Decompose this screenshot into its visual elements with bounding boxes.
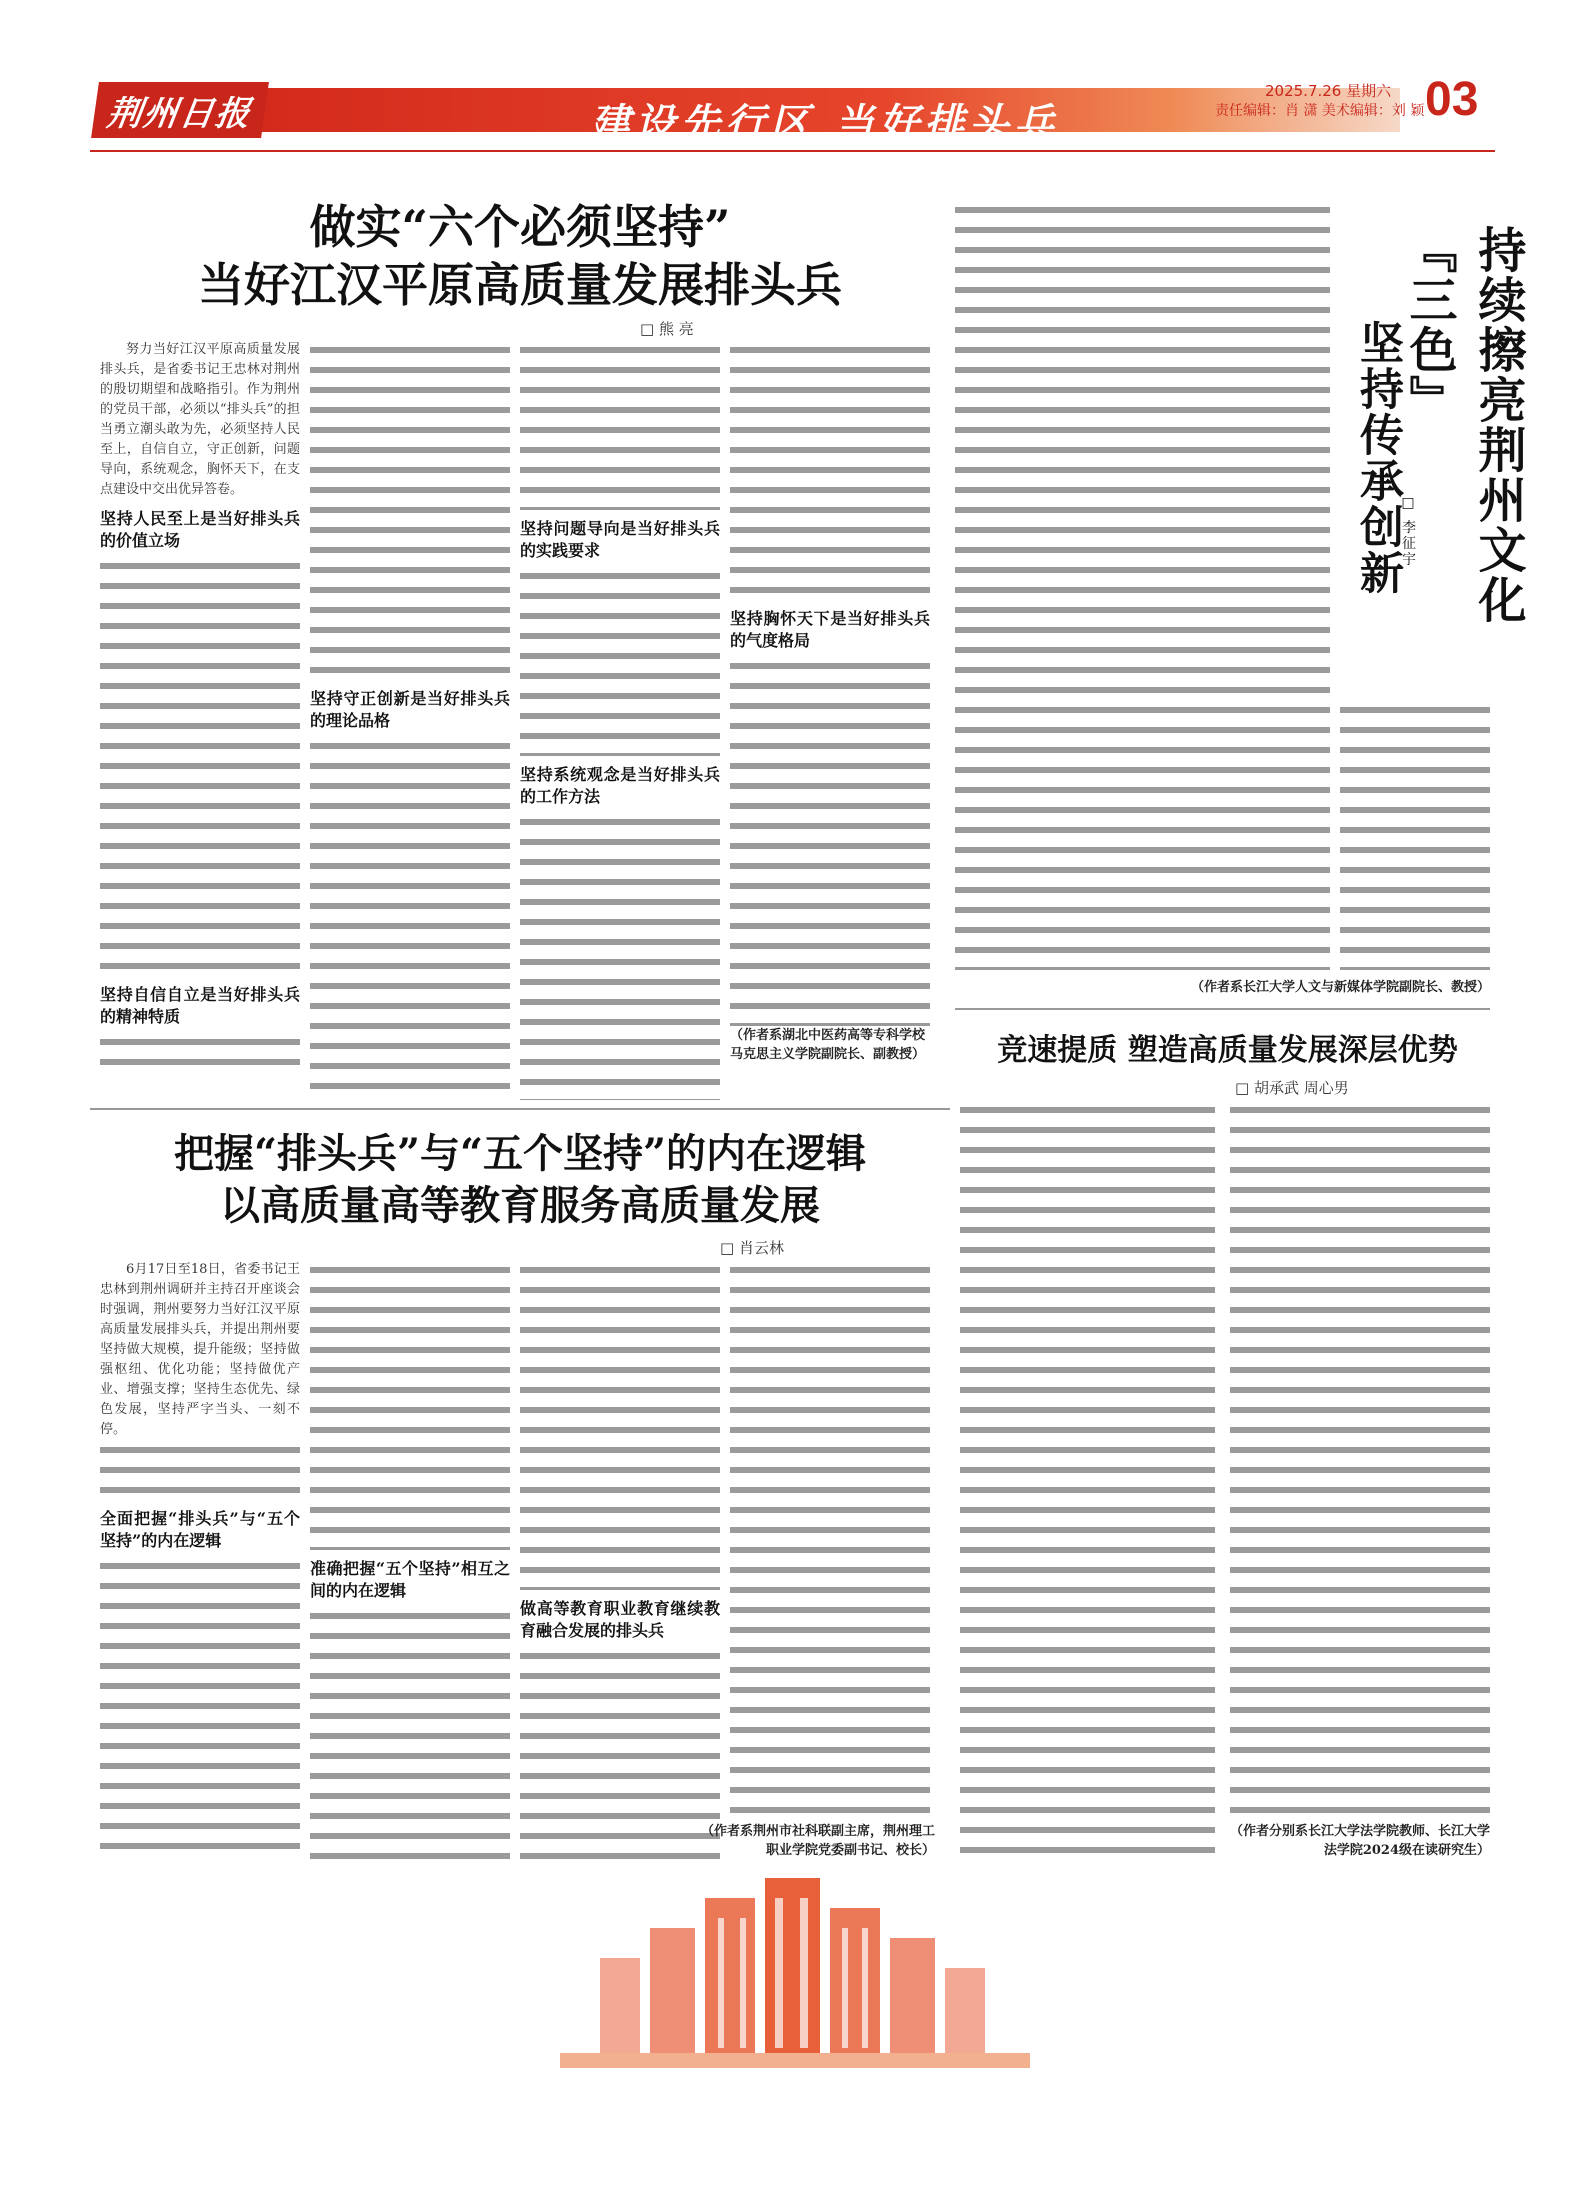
article1-body-text	[730, 656, 930, 1026]
article3-byline: □ 肖云林	[720, 1239, 784, 1257]
article1-column-2	[310, 340, 510, 1100]
article4-column-2	[1230, 1100, 1490, 1820]
article3-column-1	[100, 1260, 300, 1865]
article3-lead: 6月17日至18日，省委书记王忠林到荆州调研并主持召开座谈会时强调，荆州要努力当好江汉平原高质量发展排头兵，并提出荆州要坚持做大规模，提升能级；坚持做强枢纽、优化功能；坚持做优产业、增强支撑；坚持生态优先、绿色发展，坚持严字当头、一刻不停。	[100, 1262, 300, 1437]
article2-body-text	[955, 200, 1330, 970]
page-slogan: 建设先行区 当好排头兵	[590, 100, 1059, 147]
article2-byline: □ 李征宇	[1400, 495, 1416, 568]
article1-body-text	[520, 812, 720, 1100]
article3-column-2	[310, 1260, 510, 1865]
article3-column-3	[520, 1260, 720, 1865]
article3-subheading-3: 做高等教育职业教育继续教育融合发展的排头兵	[520, 1599, 720, 1640]
article2-body	[955, 200, 1330, 970]
article1-subheading-3: 坚持守正创新是当好排头兵的理论品格	[310, 689, 510, 730]
article3-title-line2: 以高质量高等教育服务高质量发展	[220, 1182, 820, 1229]
article1-body-text	[100, 1032, 300, 1072]
article2-author-note: （作者系长江大学人文与新媒体学院副院长、教授）	[1190, 980, 1490, 995]
article1-byline: □ 熊 亮	[640, 320, 694, 338]
section-divider	[955, 1008, 1490, 1010]
article1-body-text	[100, 556, 300, 976]
article1-title-line1: 做实“六个必须坚持”	[309, 200, 731, 254]
article2-body-right	[1340, 700, 1490, 970]
article1-title-line2: 当好江汉平原高质量发展排头兵	[198, 258, 842, 312]
article3-body-text	[100, 1440, 300, 1500]
article3-body-text	[310, 1260, 510, 1550]
article3-subheading-1: 全面把握“排头兵”与“五个坚持”的内在逻辑	[100, 1509, 300, 1550]
page-number: 03	[1425, 73, 1479, 126]
article2-body-text	[1340, 700, 1490, 970]
article3-body-text	[730, 1260, 930, 1820]
article3-subheading-2: 准确把握“五个坚持”相互之间的内在逻辑	[310, 1559, 510, 1600]
article4-title: 竞速提质 塑造高质量发展深层优势	[997, 1033, 1458, 1068]
article1-body-text	[520, 340, 720, 510]
article2-subtitle: 坚持传承创新	[1352, 320, 1403, 596]
article1-subheading-4: 坚持问题导向是当好排头兵的实践要求	[520, 519, 720, 560]
article3-body-text	[520, 1260, 720, 1590]
article1-body-text	[310, 340, 510, 680]
newspaper-logo[interactable]: 荆州日报	[91, 82, 269, 138]
editors-credit: 责任编辑：肖 潇 美术编辑：刘 颖	[1215, 103, 1425, 119]
article1-column-3	[520, 340, 720, 1100]
article1-subheading-2: 坚持自信自立是当好排头兵的精神特质	[100, 985, 300, 1026]
article1-body-text	[310, 736, 510, 1096]
article4-author-note: （作者分别系长江大学法学院教师、长江大学法学院2024级在读研究生）	[1230, 1824, 1491, 1858]
article1-column-4	[730, 340, 930, 1100]
article1-lead: 努力当好江汉平原高质量发展排头兵，是省委书记王忠林对荆州的殷切期望和战略指引。作为荆州的党员干部，必须以“排头兵”的担当勇立潮头敢为先，必须坚持人民至上，自信自立，守正创新，问题导向，系统观念，胸怀天下，在支点建设中交出优异答卷。	[100, 342, 300, 497]
article3-title-line1: 把握“排头兵”与“五个坚持”的内在逻辑	[173, 1130, 867, 1177]
article4-body-text	[960, 1100, 1215, 1860]
issue-date: 2025.7.26 星期六	[1265, 82, 1392, 100]
article3-body-text	[100, 1556, 300, 1856]
article3-author-note: （作者系荆州市社科联副主席，荆州理工职业学院党委副书记、校长）	[700, 1824, 935, 1858]
article1-subheading-5: 坚持系统观念是当好排头兵的工作方法	[520, 765, 720, 806]
article1-author-note: （作者系湖北中医药高等专科学校马克思主义学院副院长、副教授）	[730, 1028, 926, 1062]
header-divider	[90, 150, 1495, 152]
article1-subheading-1: 坚持人民至上是当好排头兵的价值立场	[100, 509, 300, 550]
section-divider	[90, 1108, 950, 1110]
article1-body-text	[520, 566, 720, 756]
city-skyline-illustration	[560, 1868, 1030, 2068]
article3-column-4	[730, 1260, 930, 1820]
article1-subheading-6: 坚持胸怀天下是当好排头兵的气度格局	[730, 609, 930, 650]
article1-body-text	[730, 340, 930, 600]
article3-body-text	[310, 1606, 510, 1865]
article4-column-1	[960, 1100, 1215, 1860]
article4-byline: □ 胡承武 周心男	[1235, 1079, 1349, 1097]
article1-column-1	[100, 340, 300, 1100]
article2-title: 持续擦亮荆州文化『三色』	[1401, 225, 1526, 625]
article4-body-text	[1230, 1100, 1490, 1820]
